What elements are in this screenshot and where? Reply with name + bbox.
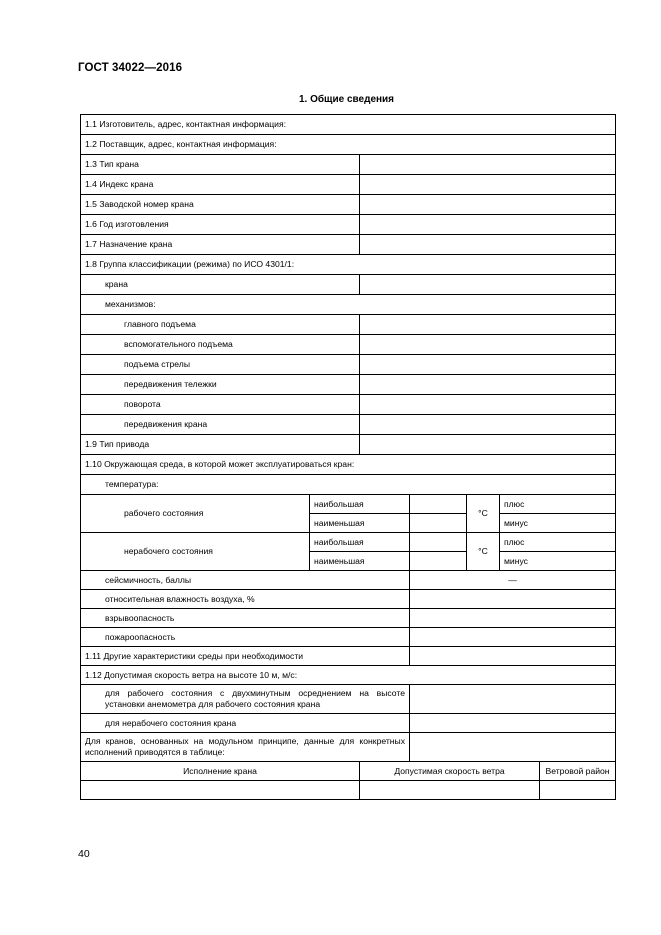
- table-row: [81, 733, 616, 762]
- temp-highest-value[interactable]: [410, 533, 467, 552]
- crane-version-cell[interactable]: [81, 781, 360, 800]
- value-cell[interactable]: [410, 590, 616, 609]
- table-row: [81, 628, 616, 647]
- value-cell[interactable]: [360, 375, 616, 395]
- row-label: 1.7 Назначение крана: [81, 235, 360, 255]
- table-row: [81, 175, 616, 195]
- value-cell[interactable]: [360, 315, 616, 335]
- temp-highest-value[interactable]: [410, 495, 467, 514]
- subtable-empty-row: [81, 781, 616, 800]
- temp-minus-label: минус: [500, 514, 616, 533]
- temp-minus-label: минус: [500, 552, 616, 571]
- degree-celsius-unit: °С: [467, 533, 500, 571]
- column-header-crane-version: Исполнение крана: [81, 762, 360, 781]
- row-label: 1.9 Тип привода: [81, 435, 360, 455]
- row-label: 1.10 Окружающая среда, в которой может эксплуатироваться кран:: [81, 455, 616, 475]
- row-label: нерабочего состояния: [81, 533, 310, 571]
- row-label: Для кранов, основанных на модульном принципе, данные для конкретных исполнений приводятся в таблице:: [81, 733, 410, 762]
- seismic-value: —: [410, 571, 616, 590]
- section-title: [0, 94, 661, 105]
- value-cell[interactable]: [360, 355, 616, 375]
- subtable-header-row: [81, 762, 616, 781]
- table-row: [81, 666, 616, 685]
- temp-highest-label: наибольшая: [310, 495, 410, 514]
- row-label: крана: [81, 275, 360, 295]
- value-cell[interactable]: [360, 335, 616, 355]
- table-row: [81, 235, 616, 255]
- row-label: взрывоопасность: [81, 609, 410, 628]
- page-number: 40: [78, 848, 90, 860]
- temp-plus-label: плюс: [500, 495, 616, 514]
- section-title-text: 1. Общие сведения: [298, 94, 395, 105]
- row-label: передвижения крана: [81, 415, 360, 435]
- temp-lowest-value[interactable]: [410, 514, 467, 533]
- value-cell[interactable]: [360, 195, 616, 215]
- table-row: [81, 714, 616, 733]
- row-label: вспомогательного подъема: [81, 335, 360, 355]
- table-row: [81, 115, 616, 135]
- table-row: [81, 475, 616, 495]
- row-label: 1.4 Индекс крана: [81, 175, 360, 195]
- table-row: [81, 435, 616, 455]
- table-row: [81, 135, 616, 155]
- row-label: рабочего состояния: [81, 495, 310, 533]
- temp-highest-label: наибольшая: [310, 533, 410, 552]
- value-cell[interactable]: [360, 175, 616, 195]
- row-label: 1.11 Другие характеристики среды при необходимости: [81, 647, 410, 666]
- degree-celsius-unit: °С: [467, 495, 500, 533]
- row-label: сейсмичность, баллы: [81, 571, 410, 590]
- row-label: механизмов:: [81, 295, 616, 315]
- row-label: поворота: [81, 395, 360, 415]
- table-row: [81, 685, 616, 714]
- row-label: 1.6 Год изготовления: [81, 215, 360, 235]
- value-cell[interactable]: [410, 685, 616, 714]
- row-label: 1.3 Тип крана: [81, 155, 360, 175]
- table-row: [81, 295, 616, 315]
- value-cell[interactable]: [410, 609, 616, 628]
- table-row: [81, 275, 616, 295]
- value-cell[interactable]: [360, 435, 616, 455]
- row-label: 1.1 Изготовитель, адрес, контактная информация:: [81, 115, 616, 135]
- row-label: для нерабочего состояния крана: [81, 714, 410, 733]
- row-label: передвижения тележки: [81, 375, 360, 395]
- row-label: 1.5 Заводской номер крана: [81, 195, 360, 215]
- table-row: [81, 533, 616, 552]
- table-row: [81, 355, 616, 375]
- row-label: 1.2 Поставщик, адрес, контактная информация:: [81, 135, 616, 155]
- value-cell[interactable]: [360, 415, 616, 435]
- table-row: [81, 609, 616, 628]
- table-row: [81, 415, 616, 435]
- table-row: [81, 455, 616, 475]
- table-row: [81, 647, 616, 666]
- value-cell[interactable]: [410, 733, 616, 762]
- column-header-wind-region: Ветровой район: [540, 762, 616, 781]
- temp-lowest-label: наименьшая: [310, 552, 410, 571]
- wind-speed-cell[interactable]: [360, 781, 540, 800]
- value-cell[interactable]: [410, 628, 616, 647]
- value-cell[interactable]: [410, 714, 616, 733]
- table-row: [81, 571, 616, 590]
- value-cell[interactable]: [360, 275, 616, 295]
- table-row: [81, 590, 616, 609]
- document-code: ГОСТ 34022—2016: [78, 62, 183, 74]
- row-label: главного подъема: [81, 315, 360, 335]
- table-row: [81, 195, 616, 215]
- table-row: [81, 215, 616, 235]
- table-row: [81, 155, 616, 175]
- temp-lowest-value[interactable]: [410, 552, 467, 571]
- table-row: [81, 255, 616, 275]
- value-cell[interactable]: [360, 155, 616, 175]
- value-cell[interactable]: [360, 395, 616, 415]
- row-label: относительная влажность воздуха, %: [81, 590, 410, 609]
- row-label: температура:: [81, 475, 616, 495]
- value-cell[interactable]: [360, 235, 616, 255]
- value-cell[interactable]: [360, 215, 616, 235]
- table-row: [81, 375, 616, 395]
- table-row: [81, 395, 616, 415]
- value-cell[interactable]: [410, 647, 616, 666]
- row-label: подъема стрелы: [81, 355, 360, 375]
- general-info-table: [80, 114, 616, 800]
- temp-plus-label: плюс: [500, 533, 616, 552]
- temp-lowest-label: наименьшая: [310, 514, 410, 533]
- row-label: 1.8 Группа классификации (режима) по ИСО 4301/1:: [81, 255, 616, 275]
- row-label: пожароопасность: [81, 628, 410, 647]
- table-row: [81, 495, 616, 514]
- column-header-wind-speed: Допустимая скорость ветра: [360, 762, 540, 781]
- table-row: [81, 315, 616, 335]
- row-label: 1.12 Допустимая скорость ветра на высоте 10 м, м/с:: [81, 666, 616, 685]
- wind-region-cell[interactable]: [540, 781, 616, 800]
- table-row: [81, 335, 616, 355]
- row-label: для рабочего состояния с двухминутным осреднением на высоте установки анемометра для рабочего состояния крана: [81, 685, 410, 714]
